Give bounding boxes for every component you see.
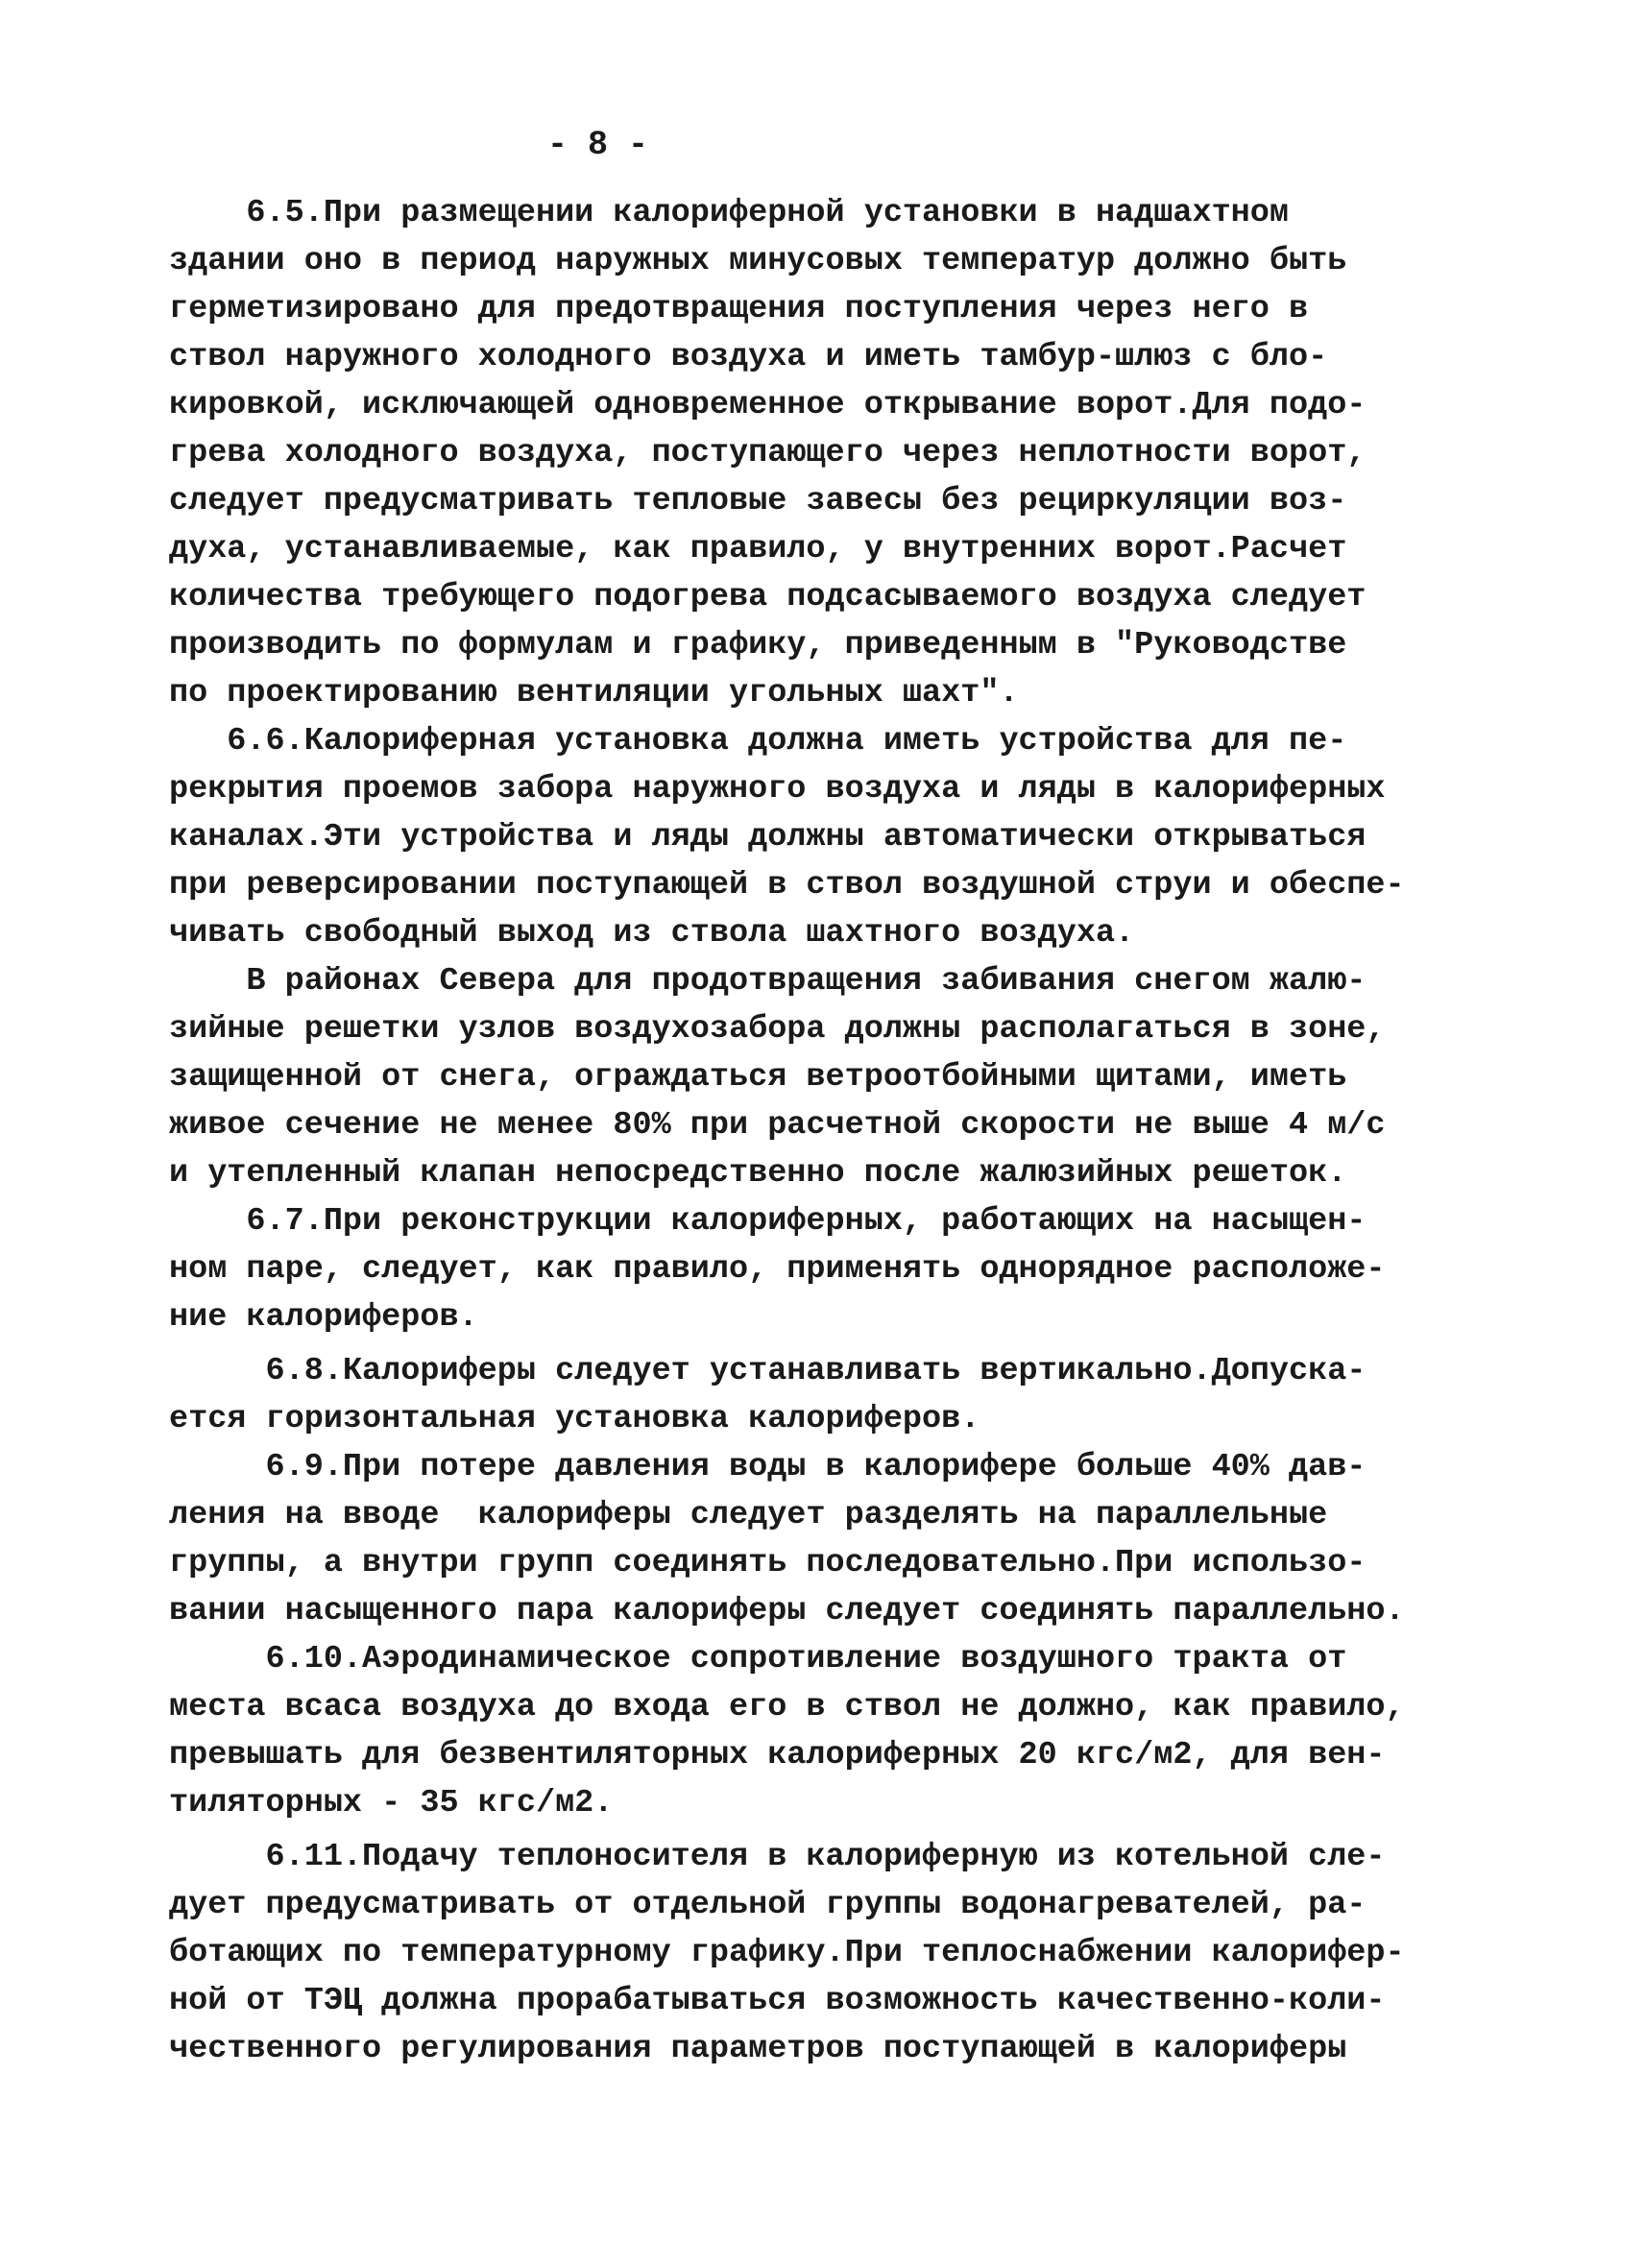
text-line: тиляторных - 35 кгс/м2. — [169, 1785, 614, 1822]
text-line: защищенной от снега, ограждаться ветроотбойными щитами, иметь — [169, 1059, 1347, 1096]
text-line: ной от ТЭЦ должна прорабатываться возможность качественно-коли- — [169, 1983, 1386, 2019]
text-line: ние калориферов. — [169, 1299, 478, 1336]
text-line: герметизировано для предотвращения поступления через него в — [169, 291, 1309, 327]
paragraph-6-11 — [169, 1833, 1437, 2073]
paragraph-6-6 — [169, 717, 1437, 957]
text-line: и утепленный клапан непосредственно после жалюзийных решеток. — [169, 1155, 1347, 1192]
text-line: духа, устанавливаемые, как правило, у внутренних ворот.Расчет — [169, 531, 1347, 567]
text-line: чественного регулирования параметров поступающей в калориферы — [169, 2031, 1347, 2067]
paragraph-6-8 — [169, 1347, 1437, 1443]
text-line: дует предусматривать от отдельной группы водонагревателей, ра- — [169, 1887, 1367, 1923]
text-line: 6.11.Подачу теплоносителя в калориферную из котельной сле- — [169, 1839, 1386, 1875]
text-line: здании оно в период наружных минусовых температур должно быть — [169, 243, 1347, 279]
text-line: рекрытия проемов забора наружного воздуха и ляды в калориферных — [169, 771, 1386, 808]
text-line: при реверсировании поступающей в ствол воздушной струи и обеспе- — [169, 867, 1405, 904]
text-line: места всаса воздуха до входа его в ствол не должно, как правило, — [169, 1689, 1405, 1725]
text-line: 6.7.При реконструкции калориферных, работающих на насыщен- — [169, 1203, 1367, 1240]
text-line: 6.8.Калориферы следует устанавливать вертикально.Допуска- — [169, 1353, 1367, 1389]
text-line: группы, а внутри групп соединять последовательно.При использо- — [169, 1545, 1367, 1581]
paragraph-6-5 — [169, 189, 1437, 717]
text-line: В районах Севера для продотвращения забивания снегом жалю- — [169, 963, 1367, 1000]
text-line: ления на вводе калориферы следует разделять на параллельные — [169, 1497, 1328, 1533]
text-line: грева холодного воздуха, поступающего через неплотности ворот, — [169, 435, 1367, 471]
text-line: превышать для безвентиляторных калориферных 20 кгс/м2, для вен- — [169, 1737, 1386, 1773]
text-line: вании насыщенного пара калориферы следует соединять параллельно. — [169, 1593, 1405, 1629]
text-line: ется горизонтальная установка калориферов. — [169, 1401, 980, 1437]
text-line: ствол наружного холодного воздуха и иметь тамбур-шлюз с бло- — [169, 339, 1328, 375]
text-line: 6.5.При размещении калориферной установки в надшахтном — [169, 195, 1289, 231]
text-line: по проектированию вентиляции угольных шахт". — [169, 675, 1019, 712]
text-line: следует предусматривать тепловые завесы без рециркуляции воз- — [169, 483, 1347, 519]
text-line: ботающих по температурному графику.При теплоснабжении калорифер- — [169, 1935, 1405, 1971]
text-line: кировкой, исключающей одновременное открывание ворот.Для подо- — [169, 387, 1367, 423]
paragraph-north-regions — [169, 957, 1437, 1197]
text-line: ном паре, следует, как правило, применять однорядное расположе- — [169, 1251, 1386, 1288]
text-line: 6.10.Аэродинамическое сопротивление воздушного тракта от — [169, 1641, 1347, 1677]
document-body — [169, 189, 1437, 2073]
paragraph-6-10 — [169, 1635, 1437, 1827]
text-line: производить по формулам и графику, приведенным в "Руководстве — [169, 627, 1347, 664]
text-line: количества требующего подогрева подсасываемого воздуха следует — [169, 579, 1367, 615]
text-line: каналах.Эти устройства и ляды должны автоматически открываться — [169, 819, 1367, 856]
paragraph-6-7 — [169, 1197, 1437, 1341]
paragraph-6-9 — [169, 1443, 1437, 1635]
text-line: 6.9.При потере давления воды в калорифере больше 40% дав- — [169, 1449, 1367, 1485]
text-line: 6.6.Калориферная установка должна иметь устройства для пе- — [169, 723, 1347, 760]
text-line: чивать свободный выход из ствола шахтного воздуха. — [169, 915, 1135, 952]
text-line: зийные решетки узлов воздухозабора должны располагаться в зоне, — [169, 1011, 1386, 1048]
text-line: живое сечение не менее 80% при расчетной скорости не выше 4 м/с — [169, 1107, 1386, 1144]
page-number: - 8 - — [547, 126, 649, 164]
